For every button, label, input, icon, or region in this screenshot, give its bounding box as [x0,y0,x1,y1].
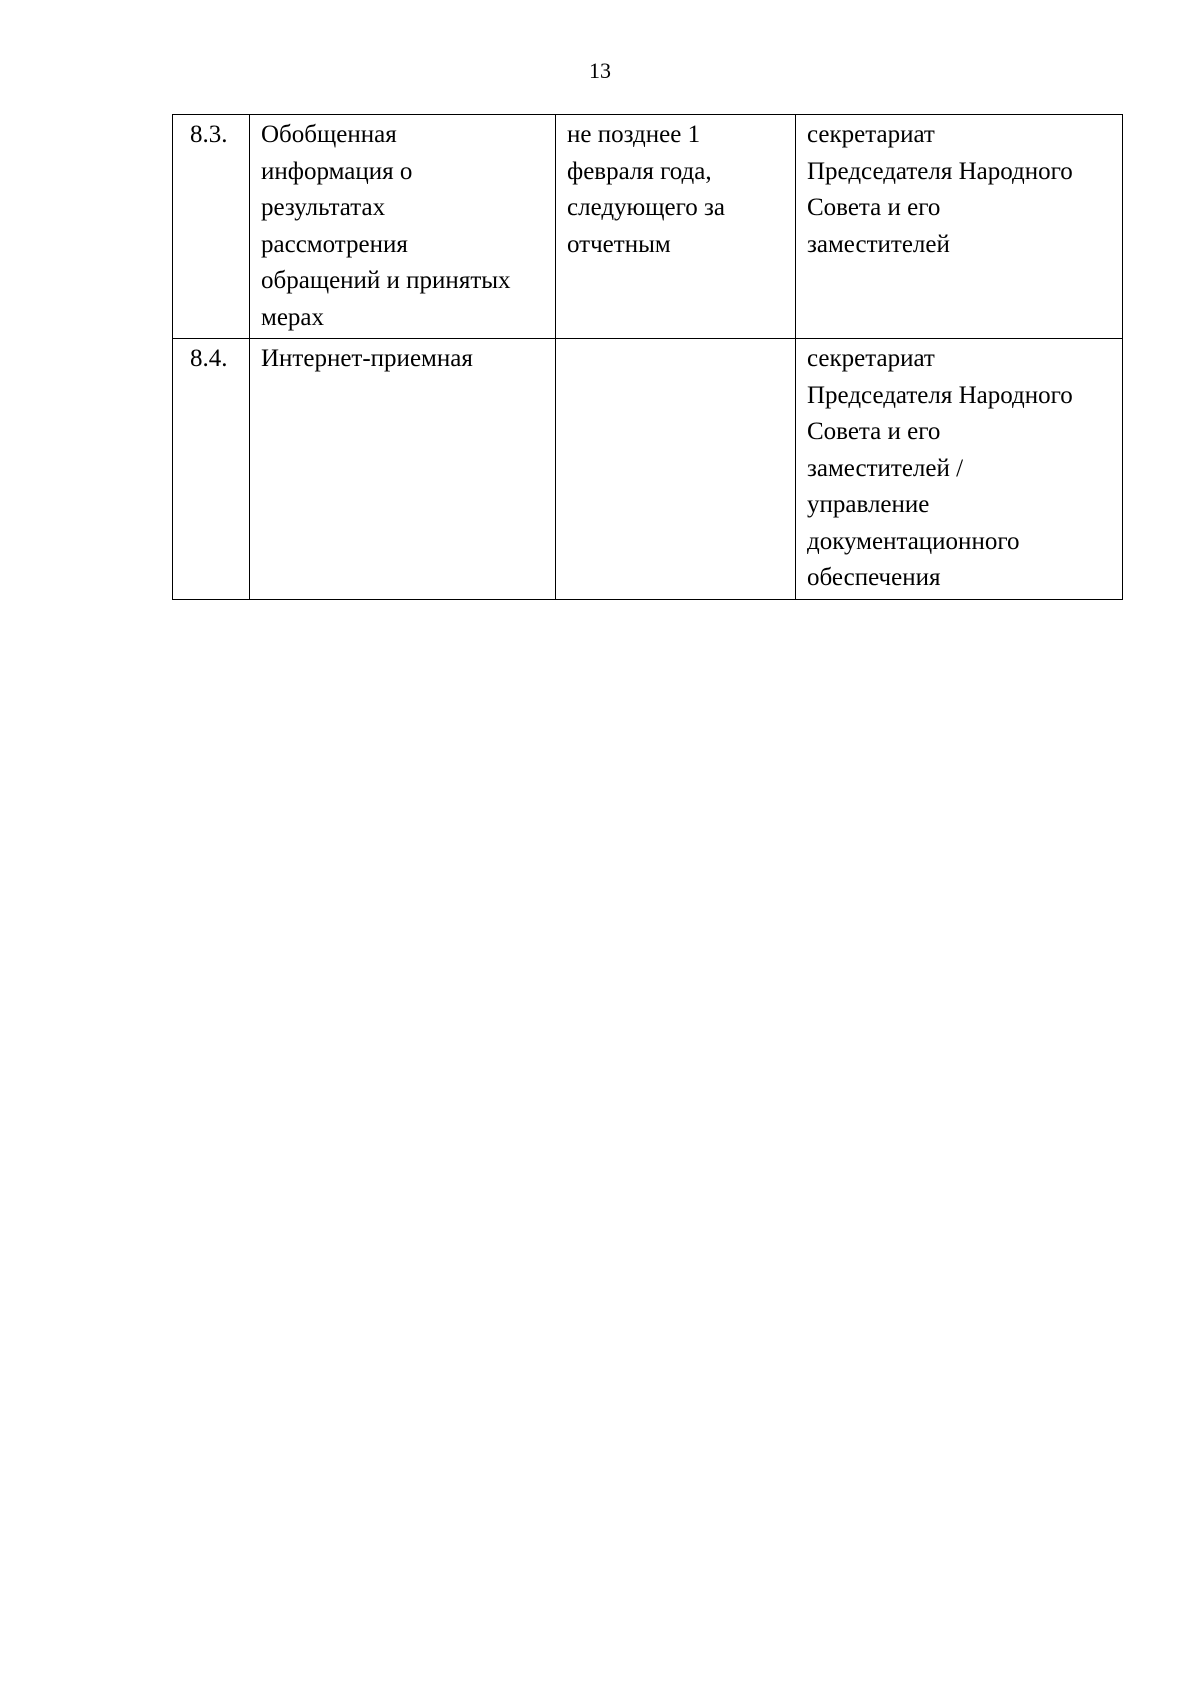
table-row [173,339,1123,600]
document-name-cell: Интернет-приемная [250,339,556,600]
document-table [172,114,1123,600]
page-number: 13 [589,58,611,83]
document-name-cell: Обобщенная информация о результатах рассмотрения обращений и принятых мерах [250,115,556,339]
table-row [173,115,1123,339]
responsible-cell: секретариат Председателя Народного Совета и его заместителей / управление документационного обеспечения [796,339,1123,600]
row-number-cell: 8.3. [173,115,250,339]
deadline-cell: не позднее 1 февраля года, следующего за отчетным [556,115,796,339]
row-number-cell: 8.4. [173,339,250,600]
deadline-cell [556,339,796,600]
responsible-cell: секретариат Председателя Народного Совета и его заместителей [796,115,1123,339]
